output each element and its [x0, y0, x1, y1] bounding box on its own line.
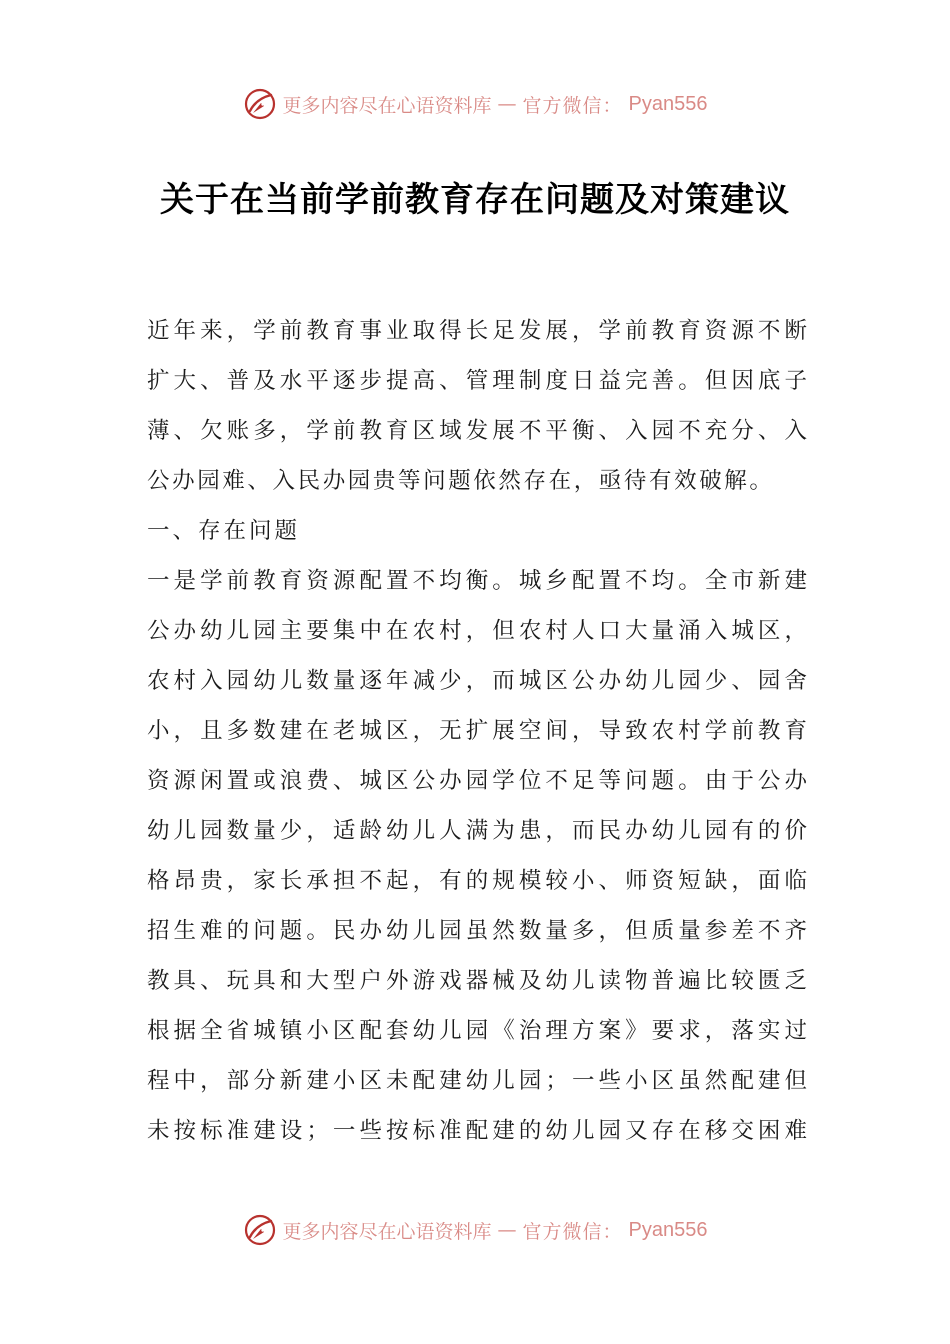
body-line: 未按标准建设；一些按标准配建的幼儿园又存在移交困难	[147, 1118, 807, 1144]
body-line: 农村入园幼儿数量逐年减少，而城区公办幼儿园少、园舍	[147, 668, 807, 694]
section-heading: 一、存在问题	[147, 518, 301, 544]
body-line: 公办园难、入民办园贵等问题依然存在，亟待有效破解。	[147, 468, 775, 494]
pen-nib-swirl-icon	[243, 87, 277, 121]
body-line: 小，且多数建在老城区，无扩展空间，导致农村学前教育	[147, 718, 807, 744]
body-line: 公办幼儿园主要集中在农村，但农村人口大量涌入城区，	[147, 618, 807, 644]
wechat-label: 官方微信：	[522, 94, 623, 117]
brand-text: 更多内容尽在心语资料库	[282, 94, 492, 117]
body-line: 教具、玩具和大型户外游戏器械及幼儿读物普遍比较匮乏	[147, 968, 807, 994]
header-banner	[0, 84, 950, 124]
body-line: 薄、欠账多，学前教育区域发展不平衡、入园不充分、入	[147, 418, 807, 444]
pen-nib-swirl-icon	[243, 1213, 277, 1247]
brand-text: 更多内容尽在心语资料库	[282, 1220, 492, 1243]
separator: —	[497, 1219, 517, 1241]
body-line: 一是学前教育资源配置不均衡。城乡配置不均。全市新建	[147, 568, 807, 594]
document-body	[147, 306, 807, 1156]
footer-banner	[0, 1210, 950, 1250]
separator: —	[497, 93, 517, 115]
body-line: 近年来，学前教育事业取得长足发展，学前教育资源不断	[147, 318, 807, 344]
body-line: 招生难的问题。民办幼儿园虽然数量多，但质量参差不齐	[147, 918, 807, 944]
wechat-id: Pyan556	[628, 92, 708, 115]
body-line: 格昂贵，家长承担不起，有的规模较小、师资短缺，面临	[147, 868, 807, 894]
body-line: 程中，部分新建小区未配建幼儿园；一些小区虽然配建但	[147, 1068, 807, 1094]
document-title: 关于在当前学前教育存在问题及对策建议	[160, 180, 790, 220]
body-line: 根据全省城镇小区配套幼儿园《治理方案》要求，落实过	[147, 1018, 807, 1044]
body-line: 扩大、普及水平逐步提高、管理制度日益完善。但因底子	[147, 368, 807, 394]
body-line: 资源闲置或浪费、城区公办园学位不足等问题。由于公办	[147, 768, 807, 794]
wechat-id: Pyan556	[628, 1218, 708, 1241]
wechat-label: 官方微信：	[522, 1220, 623, 1243]
body-line: 幼儿园数量少，适龄幼儿人满为患，而民办幼儿园有的价	[147, 818, 807, 844]
